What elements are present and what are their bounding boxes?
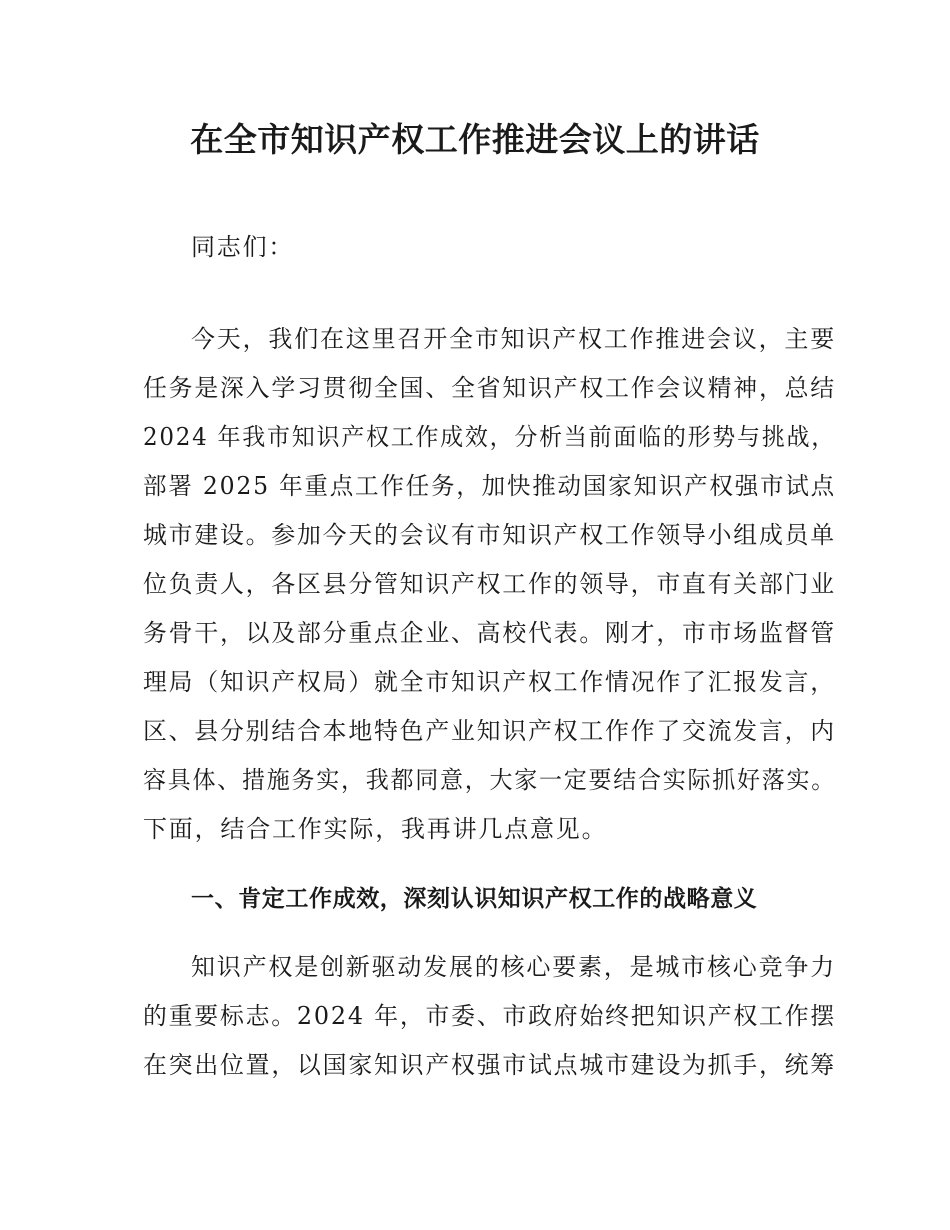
paragraph-line: 下面，结合工作实际，我再讲几点意见。 (143, 815, 608, 843)
salutation: 同志们： (191, 233, 295, 261)
paragraph-line: 理局（知识产权局）就全市知识产权工作情况作了汇报发言， (143, 668, 836, 696)
paragraph-line: 的重要标志。2024 年，市委、市政府始终把知识产权工作摆 (143, 1002, 837, 1030)
paragraph-line: 容具体、措施务实，我都同意，大家一定要结合实际抓好落实。 (143, 766, 837, 794)
paragraph-line: 任务是深入学习贯彻全国、全省知识产权工作会议精神，总结 (143, 374, 836, 402)
paragraph-line: 在突出位置，以国家知识产权强市试点城市建设为抓手，统筹 (143, 1051, 836, 1079)
section-heading: 一、肯定工作成效，深刻认识知识产权工作的战略意义 (191, 886, 758, 912)
paragraph-line: 城市建设。参加今天的会议有市知识产权工作领导小组成员单 (143, 521, 836, 549)
paragraph-line: 部署 2025 年重点工作任务，加快推动国家知识产权强市试点 (143, 472, 836, 500)
paragraph-line: 区、县分别结合本地特色产业知识产权工作作了交流发言，内 (143, 717, 836, 745)
paragraph-line: 2024 年我市知识产权工作成效，分析当前面临的形势与挑战， (143, 423, 837, 451)
document-title: 在全市知识产权工作推进会议上的讲话 (190, 120, 760, 159)
paragraph-line: 务骨干，以及部分重点企业、高校代表。刚才，市市场监督管 (143, 619, 836, 647)
paragraph-line: 位负责人，各区县分管知识产权工作的领导，市直有关部门业 (143, 570, 836, 598)
paragraph-line: 今天，我们在这里召开全市知识产权工作推进会议，主要 (191, 325, 836, 353)
paragraph-line: 知识产权是创新驱动发展的核心要素，是城市核心竞争力 (191, 953, 836, 981)
